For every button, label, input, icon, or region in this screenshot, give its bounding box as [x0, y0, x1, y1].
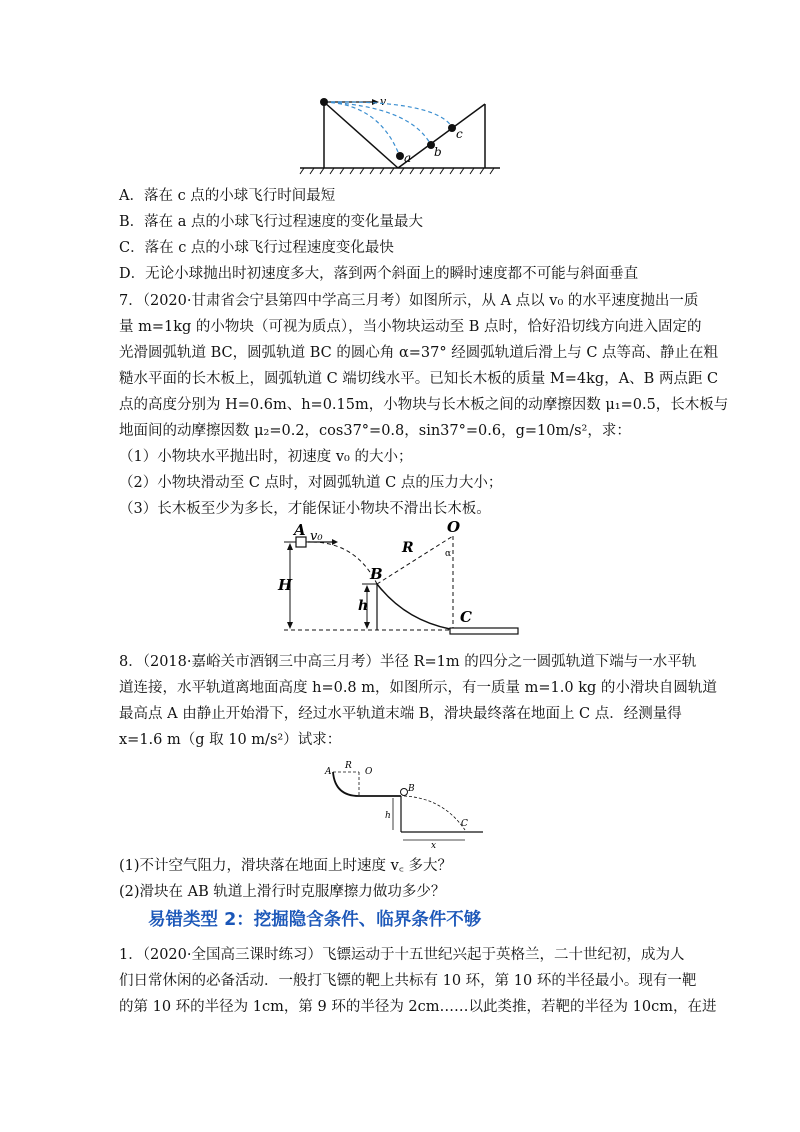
slider-b — [401, 789, 408, 796]
label-R3: R — [345, 761, 352, 771]
label-R: R — [402, 540, 414, 556]
label-C3: C — [461, 819, 468, 829]
label-h3: h — [385, 811, 391, 821]
ball-start — [320, 98, 328, 106]
option-b: B．落在 a 点的小球飞行过程速度的变化量最大 — [119, 214, 424, 230]
q8-line-2: 道连接，水平轨道离地面高度 h=0.8 m，如图所示，有一质量 m=1.0 kg 的小滑块自圆轨道 — [119, 680, 717, 696]
long-plank — [450, 628, 518, 634]
q7-line-6: 地面间的动摩擦因数 μ₂=0.2，cos37°=0.8，sin37°=0.6，g=10m/s²，求： — [119, 423, 631, 439]
q7-line-3: 光滑圆弧轨道 BC，圆弧轨道 BC 的圆心角 α=37° 经圆弧轨道后滑上与 C 点等高、静止在粗 — [119, 345, 719, 361]
option-c: C．落在 c 点的小球飞行过程速度变化最快 — [119, 240, 394, 256]
label-O3: O — [365, 767, 373, 777]
label-O: O — [447, 518, 461, 536]
label-alpha: α — [445, 549, 452, 559]
h-arrow-bottom — [364, 622, 370, 629]
label-v0: v₀ — [310, 529, 323, 544]
q8-sub-2: (2)滑块在 AB 轨道上滑行时克服摩擦力做功多少？ — [119, 884, 446, 900]
label-B3: B — [408, 784, 415, 794]
option-a: A．落在 c 点的小球飞行时间最短 — [119, 188, 336, 204]
q7-line-5: 点的高度分别为 H=0.6m、h=0.15m，小物块与长木板之间的动摩擦因数 μ₁=0.5，长木板与 — [119, 397, 729, 413]
label-B: B — [370, 565, 383, 583]
ball-a — [396, 152, 404, 160]
q8-line-4: x=1.6 m（g 取 10 m/s²）试求： — [119, 732, 342, 748]
ball-c — [448, 124, 456, 132]
figure-quarter-arc — [325, 760, 485, 850]
H-arrow-bottom — [287, 622, 293, 629]
q7-line-1: 7．（2020·甘肃省会宁县第四中学高三月考）如图所示，从 A 点以 v₀ 的水平速度抛出一质 — [119, 293, 699, 309]
v0-arrowhead — [332, 539, 338, 545]
label-v: v — [380, 95, 387, 108]
arc-track — [377, 584, 450, 629]
q7-sub-1: （1）小物块水平抛出时，初速度 v₀ 的大小； — [119, 449, 413, 465]
label-x3: x — [431, 841, 437, 851]
figure-inclines — [300, 90, 510, 180]
trajectory-c — [324, 102, 452, 127]
trajectory-a — [324, 102, 400, 157]
q7-line-4: 糙水平面的长木板上，圆弧轨道 C 端切线水平。已知长木板的质量 M=4kg，A、B 两点距 C — [119, 371, 719, 387]
q8-line-3: 最高点 A 由静止开始滑下，经过水平轨道末端 B，滑块最终落在地面上 C 点．经测量得 — [119, 706, 682, 722]
h-arrow-top — [364, 585, 370, 592]
q8-sub-1: (1)不计空气阻力，滑块落在地面上时速度 v꜀ 多大？ — [119, 858, 452, 874]
q1-line-1: 1．（2020·全国高三课时练习）飞镖运动于十五世纪兴起于英格兰，二十世纪初，成为人 — [119, 947, 685, 963]
label-H: H — [278, 576, 293, 594]
ground-hatching — [300, 168, 494, 174]
H-arrow-top — [287, 543, 293, 550]
trajectory-ab — [306, 542, 377, 584]
label-h: h — [358, 598, 369, 614]
q1-line-2: 们日常休闲的必备活动．一般打飞镖的靶上共标有 10 环，第 10 环的半径最小。现有一靶 — [119, 973, 697, 989]
velocity-arrowhead — [372, 99, 379, 105]
q7-sub-2: （2）小物块滑动至 C 点时，对圆弧轨道 C 点的压力大小； — [119, 475, 503, 491]
section-heading: 易错类型 2：挖掘隐含条件、临界条件不够 — [148, 910, 482, 930]
label-a: a — [404, 151, 412, 165]
label-c: c — [456, 127, 463, 141]
q7-line-2: 量 m=1kg 的小物块（可视为质点），当小物块运动至 B 点时，恰好沿切线方向进入固定的 — [119, 319, 702, 335]
q8-line-1: 8．（2018·嘉峪关市酒钢三中高三月考）半径 R=1m 的四分之一圆弧轨道下端与一水平轨 — [119, 654, 697, 670]
q7-sub-3: （3）长木板至少为多长，才能保证小物块不滑出长木板。 — [119, 501, 491, 517]
option-d: D．无论小球抛出时初速度多大，落到两个斜面上的瞬时速度都不可能与斜面垂直 — [119, 266, 639, 282]
label-b: b — [434, 145, 442, 159]
label-A: A — [294, 521, 306, 539]
label-C: C — [460, 608, 472, 626]
quarter-arc — [333, 772, 359, 796]
fall-trajectory — [404, 796, 465, 830]
q1-line-3: 的第 10 环的半径为 1cm，第 9 环的半径为 2cm……以此类推，若靶的半径为 10cm，在进 — [119, 999, 717, 1015]
radius-line — [377, 536, 453, 584]
figure-arc-plank — [270, 518, 525, 642]
label-A3: A — [325, 767, 332, 777]
